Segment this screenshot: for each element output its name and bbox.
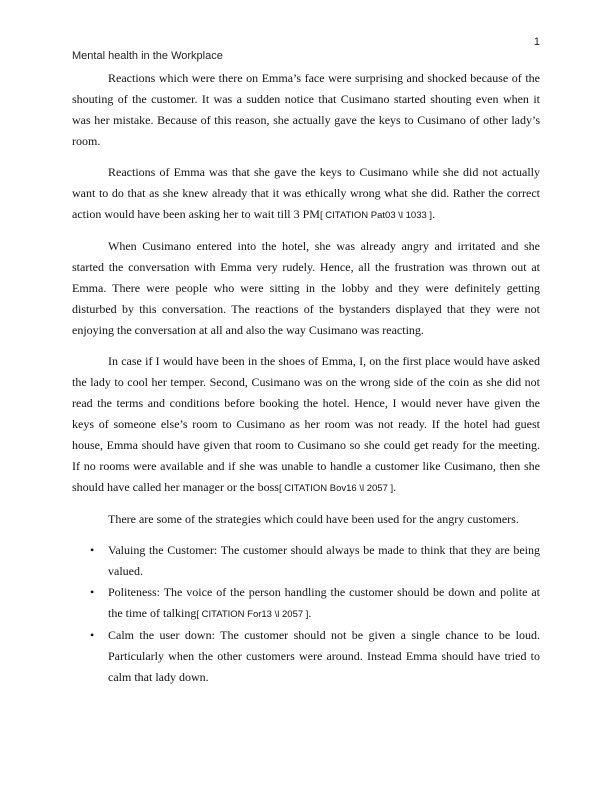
list-item-text: Valuing the Customer: The customer should always be made to think that they are being valued. (108, 543, 540, 578)
paragraph-emma-reaction-shock (72, 68, 540, 152)
list-item-end: . (308, 606, 312, 620)
citation-for13: [ CITATION For13 \l 2057 ] (196, 609, 309, 620)
paragraph-end: . (432, 207, 436, 221)
citation-bov16: [ CITATION Bov16 \l 2057 ] (278, 483, 394, 494)
paragraph-cusimano-entered (72, 236, 540, 341)
paragraph-text: When Cusimano entered into the hotel, she was already angry and irritated and she started the conversation with Emma very rudely. Hence, all the frustration was thrown out at Emma. There were people who were sitting in the lobby and they were definitely getting disturbed by this conversation. The reactions of the bystanders displayed that they were not enjoying the conversation at all and also the way Cusimano was reacting. (72, 239, 540, 337)
strategy-list (72, 540, 540, 688)
citation-pat03: [ CITATION Pat03 \l 1033 ] (319, 210, 433, 221)
list-item-text: Calm the user down: The customer should not be given a single chance to be loud. Particularly when the other customers were around. Instead Emma should have tried to calm that lady down. (108, 628, 540, 684)
paragraph-end: . (393, 480, 397, 494)
paragraph-text: Reactions which were there on Emma’s face were surprising and shocked because of the shouting of the customer. It was a sudden notice that Cusimano started shouting even when it was her mistake. Because of this reason, she actually gave the keys to Cusimano of other lady’s room. (72, 71, 540, 148)
paragraph-strategies-intro (72, 509, 540, 530)
bullet-icon: • (90, 628, 95, 642)
paragraph-in-shoes-of-emma (72, 351, 540, 499)
document-body (72, 68, 540, 688)
paragraph-text: In case if I would have been in the shoes of Emma, I, on the first place would have asked the lady to cool her temper. Second, Cusimano was on the wrong side of the coin as she did not read the terms and conditions before booking the hotel. Hence, I would never have given the keys of someone else’s room to Cusimano as her room was not ready. If the hotel had guest house, Emma should have given that room to Cusimano so she could get ready for the meeting. If no rooms were available and if she was unable to handle a customer like Cusimano, then she should have called her manager or the boss (72, 354, 540, 494)
list-item-valuing-customer (72, 540, 540, 582)
paragraph-text: Reactions of Emma was that she gave the keys to Cusimano while she did not actually want to do that as she knew already that it was ethically wrong what she did. Rather the correct action would have been asking her to wait till 3 PM (72, 165, 540, 221)
paragraph-text: There are some of the strategies which could have been used for the angry customers. (108, 512, 519, 526)
bullet-icon: • (90, 543, 95, 557)
bullet-icon: • (90, 585, 95, 599)
list-item-calm-user-down (72, 625, 540, 688)
list-item-text: Politeness: The voice of the person handling the customer should be down and polite at the time of talking (108, 585, 540, 620)
page-number: 1 (533, 36, 540, 48)
running-head: Mental health in the Workplace (72, 50, 223, 62)
paragraph-emma-gave-keys (72, 162, 540, 226)
list-item-politeness (72, 582, 540, 625)
